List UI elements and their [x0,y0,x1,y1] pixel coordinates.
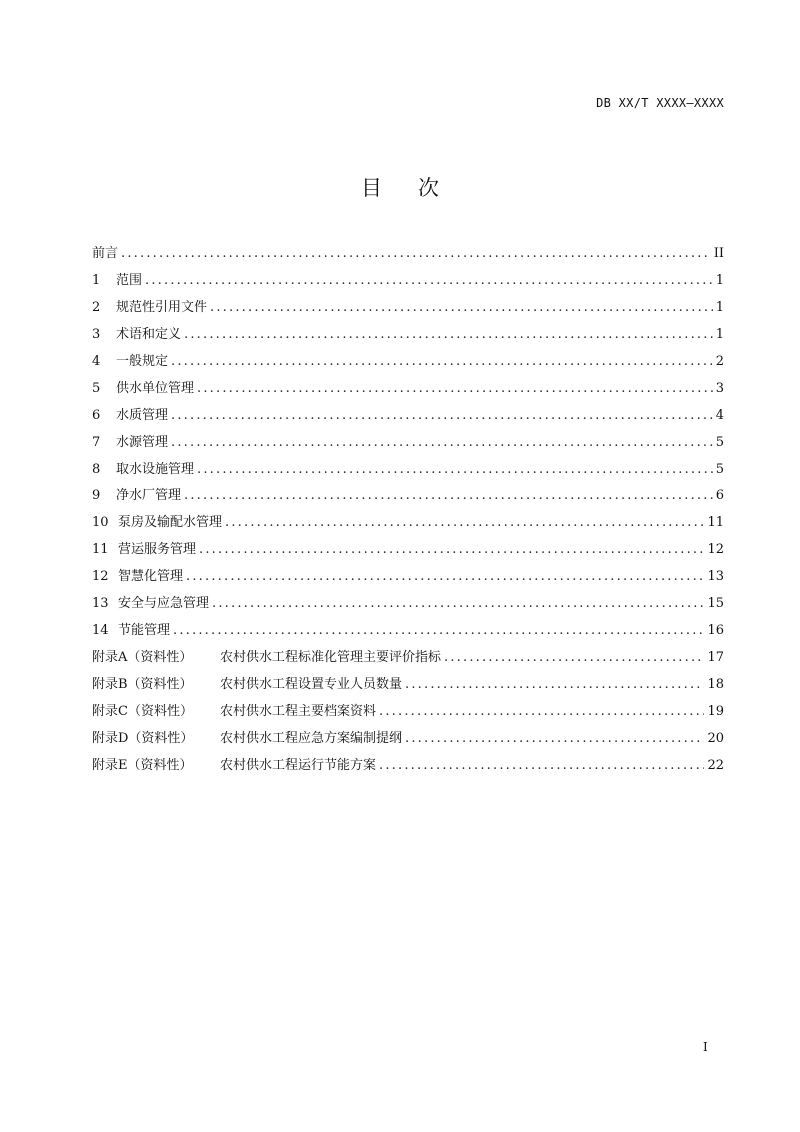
toc-entry-number: 9 [92,488,101,504]
toc-entry-page: 17 [707,650,724,666]
toc-entry[interactable] [92,754,724,781]
toc-entry-page: 3 [715,380,724,396]
toc-entry[interactable] [92,296,724,323]
dot-leader [444,650,704,665]
toc-entry-label: 供水单位管理 [116,380,195,396]
toc-entry[interactable] [92,511,724,538]
toc-entry[interactable] [92,323,724,350]
toc-entry-label: 农村供水工程应急方案编制提纲 [220,730,403,746]
toc-entry-page: 6 [715,488,724,504]
toc-entry[interactable] [92,404,724,431]
toc-title [0,172,800,202]
toc-entry-number: 3 [92,326,101,342]
page-number: I [703,1040,708,1054]
toc-entry[interactable] [92,377,724,404]
toc-entry[interactable] [92,592,724,619]
dot-leader [197,462,713,477]
toc-entry-number: 附录E（资料性） [92,757,193,773]
toc-entry-label: 智慧化管理 [118,569,184,585]
dot-leader [197,381,713,396]
dot-leader [173,623,704,638]
toc-entry-page: 4 [715,407,724,423]
toc-entry-number: 1 [92,272,101,288]
toc-entry-page: 20 [707,730,724,746]
toc-entry[interactable] [92,619,724,646]
toc-entry-page: II [713,246,724,261]
toc-entry-page: 5 [715,434,724,450]
toc-title-char: 次 [418,176,439,200]
dot-leader [405,677,704,692]
toc-entry-number: 附录A（资料性） [92,650,193,666]
toc-entry-number: 附录C（资料性） [92,703,193,719]
toc-entry-label: 农村供水工程标准化管理主要评价指标 [220,650,442,666]
toc-entry-number: 2 [92,299,101,315]
toc-entry-number: 7 [92,434,101,450]
toc-entry-number: 11 [92,542,109,558]
toc-entry-label: 营运服务管理 [118,542,197,558]
dot-leader [379,704,704,719]
toc-entry-number: 附录B（资料性） [92,677,193,692]
toc-entry-page: 13 [707,569,724,585]
toc-entry[interactable] [92,565,724,592]
toc-entry-label: 前言 [92,246,119,261]
toc-entry-page: 1 [715,272,724,288]
toc-entry-page: 18 [707,677,724,692]
toc-entry-label: 水质管理 [116,407,169,423]
toc-entry-label: 农村供水工程运行节能方案 [220,757,377,773]
dot-leader [171,408,713,423]
table-of-contents [92,242,724,781]
dot-leader [212,596,704,611]
toc-entry-number: 10 [92,515,109,531]
toc-entry[interactable] [92,700,724,727]
toc-entry[interactable] [92,538,724,565]
toc-entry-page: 5 [715,461,724,477]
toc-entry-number: 8 [92,461,101,477]
toc-entry-label: 水源管理 [116,434,169,450]
toc-entry-number: 附录D（资料性） [92,730,194,746]
toc-entry-label: 一般规定 [116,353,169,369]
toc-entry-page: 2 [715,353,724,369]
toc-entry-number: 12 [92,569,109,585]
toc-entry-number: 5 [92,380,101,396]
toc-entry-page: 16 [707,623,724,639]
toc-entry[interactable] [92,727,724,754]
toc-entry-label: 泵房及输配水管理 [118,515,223,531]
toc-entry[interactable] [92,646,724,673]
toc-entry-label: 术语和定义 [116,326,182,342]
dot-leader [121,246,711,261]
dot-leader [184,488,713,503]
dot-leader [186,569,704,584]
dot-leader [210,300,713,315]
toc-entry[interactable] [92,269,724,296]
dot-leader [379,758,704,773]
dot-leader [199,542,704,557]
toc-entry[interactable] [92,458,724,485]
toc-entry-number: 14 [92,623,109,639]
toc-entry-label: 净水厂管理 [116,488,182,504]
document-code-header: DB XX/T XXXX—XXXX [596,96,724,110]
toc-entry-page: 19 [707,703,724,719]
toc-entry-label: 农村供水工程主要档案资料 [220,703,377,719]
toc-entry-page: 22 [707,757,724,773]
toc-entry-page: 12 [707,542,724,558]
toc-entry-label: 安全与应急管理 [118,596,210,612]
dot-leader [145,273,713,288]
toc-entry-page: 1 [715,326,724,342]
toc-entry-number: 4 [92,353,101,369]
toc-entry[interactable] [92,484,724,511]
toc-title-char: 目 [361,176,382,200]
toc-entry[interactable] [92,431,724,458]
toc-entry-number: 13 [92,596,109,612]
toc-entry-label: 节能管理 [118,623,171,639]
toc-entry-label: 规范性引用文件 [116,299,208,315]
toc-entry[interactable] [92,673,724,700]
toc-entry-label: 范围 [116,272,143,288]
toc-entry-page: 11 [707,515,724,531]
toc-entry-label: 农村供水工程设置专业人员数量 [220,677,403,692]
toc-entry[interactable] [92,350,724,377]
toc-entry-page: 15 [707,596,724,612]
toc-entry-number: 6 [92,407,101,423]
dot-leader [405,731,704,746]
dot-leader [171,354,713,369]
dot-leader [225,515,704,530]
toc-entry-label: 取水设施管理 [116,461,195,477]
dot-leader [184,327,713,342]
toc-entry[interactable] [92,242,724,269]
toc-entry-page: 1 [715,299,724,315]
dot-leader [171,435,713,450]
